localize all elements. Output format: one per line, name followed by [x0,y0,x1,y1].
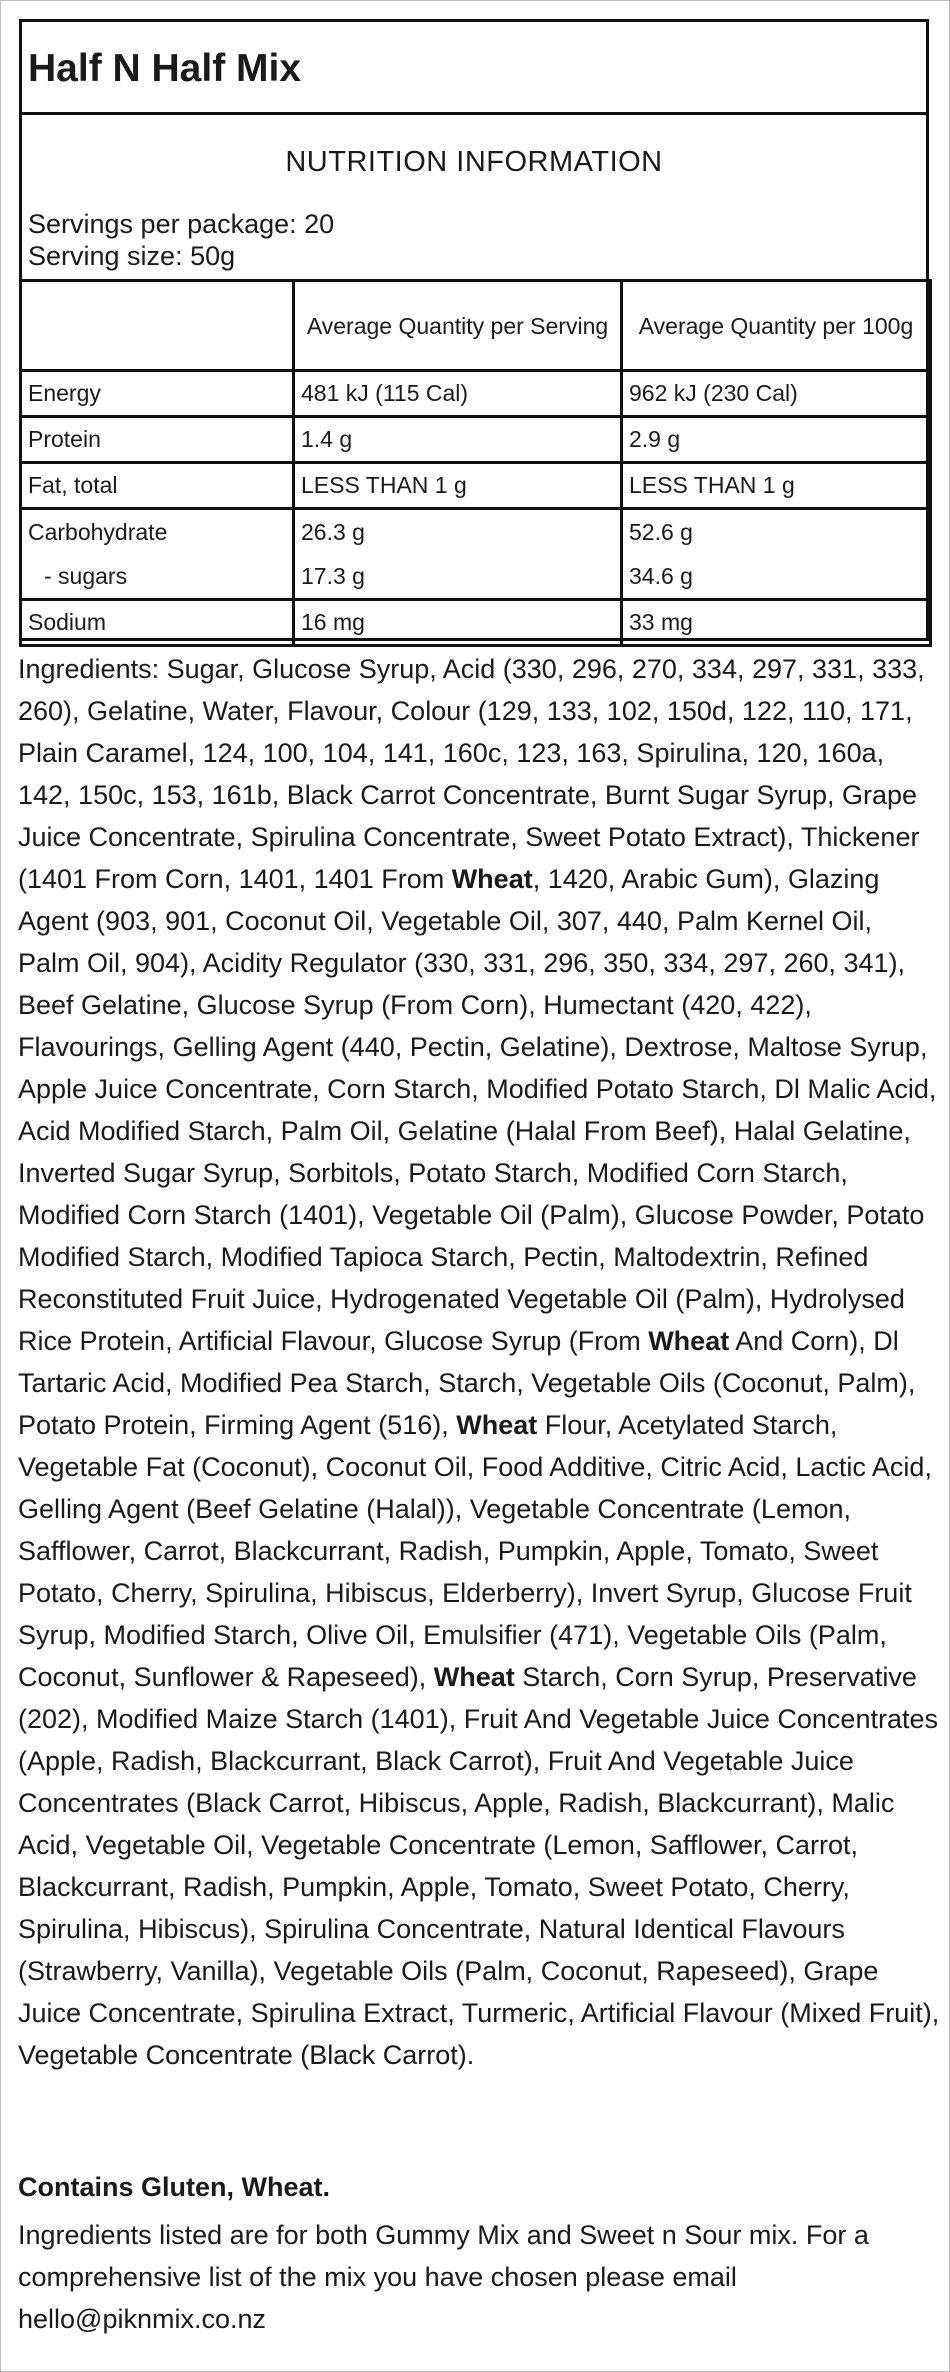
product-title: Half N Half Mix [22,22,926,115]
per-100g-value: 33 mg [622,600,931,646]
nutrient-label: Protein [21,417,294,463]
nutrition-panel [19,19,929,641]
allergen-highlight: Wheat [648,1326,730,1356]
sugars-per-serving-value: 17.3 g [301,563,365,589]
ingredients-text: , 1420, Arabic Gum), Glazing Agent (903, 901, Coconut Oil, Vegetable Oil, 307, 440, Palm Kernel Oil, Palm Oil, 904), Acidity Regulator (330, 331, 296, 350, 334, 297, 260, 341), Beef Gelatine, Glucose Syrup (From Corn), Humectant (420, 422), Flavourings, Gelling Agent (440, Pectin, Gelatine), Dextrose, Maltose Syrup, Apple Juice Concentrate, Corn Starch, Modified Potato Starch, Dl Malic Acid, Acid Modified Starch, Palm Oil, Gelatine (Halal From Beef), Halal Gelatine, Inverted Sugar Syrup, Sorbitols, Potato Starch, Modified Corn Starch, Modified Corn Starch (1401), Vegetable Oil (Palm), Glucose Powder, Potato Modified Starch, Modified Tapioca Starch, Pectin, Maltodextrin, Refined Reconstituted Fruit Juice, Hydrogenated Vegetable Oil (Palm), Hydrolysed Rice Protein, Artificial Flavour, Glucose Syrup (From [18,864,937,1356]
per-100g-value: 52.6 g [629,519,693,545]
allergen-highlight: Wheat [456,1410,538,1440]
per-100g-cell [622,509,931,600]
ingredients-text: Ingredients: Sugar, Glucose Syrup, Acid (330, 296, 270, 334, 297, 331, 333, 260), Gelatine, Water, Flavour, Colour (129, 133, 102, 150d, 122, 110, 171, Plain Caramel, 124, 100, 104, 141, 160c, 123, 163, Spirulina, 120, 160a, 142, 150c, 153, 161b, Black Carrot Concentrate, Burnt Sugar Syrup, Grape Juice Concentrate, Spirulina Concentrate, Sweet Potato Extract), Thickener (1401 From Corn, 1401, 1401 From [18,654,925,894]
nutrient-label: Sodium [21,600,294,646]
table-row-fat [21,463,931,509]
nutrient-label: Fat, total [21,463,294,509]
per-100g-value: 2.9 g [622,417,931,463]
per-serving-cell [294,509,622,600]
header-per-100g: Average Quantity per 100g [622,281,931,371]
nutrient-label: Energy [21,371,294,417]
nutrient-label: Carbohydrate [28,519,168,545]
sugars-per-100g-value: 34.6 g [629,563,693,589]
per-serving-value: 16 mg [294,600,622,646]
per-serving-value: LESS THAN 1 g [294,463,622,509]
nutrition-heading: NUTRITION INFORMATION [285,146,663,178]
per-100g-value: LESS THAN 1 g [622,463,931,509]
per-serving-value: 1.4 g [294,417,622,463]
header-per-serving: Average Quantity per Serving [294,281,622,371]
servings-info [28,208,334,272]
per-100g-value: 962 kJ (230 Cal) [622,371,931,417]
ingredients-text: Flour, Acetylated Starch, Vegetable Fat (Coconut), Coconut Oil, Food Additive, Citric Acid, Lactic Acid, Gelling Agent (Beef Gelatine (Halal)), Vegetable Concentrate (Lemon, Safflower, Carrot, Blackcurrant, Radish, Pumpkin, Apple, Tomato, Sweet Potato, Cherry, Spirulina, Hibiscus, Elderberry), Invert Syrup, Glucose Fruit Syrup, Modified Starch, Olive Oil, Emulsifier (471), Vegetable Oils (Palm, Coconut, Sunflower & Rapeseed), [18,1410,932,1692]
sub-nutrient-label: - sugars [44,563,128,589]
mix-note: Ingredients listed are for both Gummy Mix and Sweet n Sour mix. For a comprehensive list of the mix you have chosen please email hello@piknmix.co.nz [18,2220,869,2334]
header-cell-blank [21,281,294,371]
ingredients-list [18,648,940,2076]
nutrient-label-cell [21,509,294,600]
ingredients-text: Starch, Corn Syrup, Preservative (202), Modified Maize Starch (1401), Fruit And Vegetable Juice Concentrates (Apple, Radish, Blackcurrant, Black Carrot), Fruit And Vegetable Juice Concentrates (Black Carrot, Hibiscus, Apple, Radish, Blackcurrant), Malic Acid, Vegetable Oil, Vegetable Concentrate (Lemon, Safflower, Carrot, Blackcurrant, Radish, Pumpkin, Apple, Tomato, Sweet Potato, Cherry, Spirulina, Hibiscus), Spirulina Concentrate, Natural Identical Flavours (Strawberry, Vanilla), Vegetable Oils (Palm, Coconut, Rapeseed), Grape Juice Concentrate, Spirulina Extract, Turmeric, Artificial Flavour (Mixed Fruit), Vegetable Concentrate (Black Carrot). [18,1662,940,2070]
per-serving-value: 481 kJ (115 Cal) [294,371,622,417]
table-row-energy [21,371,931,417]
table-row-sodium [21,600,931,646]
allergen-highlight: Wheat [451,864,533,894]
allergen-highlight: Wheat [433,1662,515,1692]
table-row-carbohydrate [21,509,931,600]
serving-size: Serving size: 50g [28,241,236,271]
ingredients-text: And Corn), Dl Tartaric Acid, Modified Pea Starch, Starch, Vegetable Oils (Coconut, Palm), Potato Protein, Firming Agent (516), [18,1326,916,1440]
table-row-protein [21,417,931,463]
per-serving-value: 26.3 g [301,519,365,545]
table-header-row [21,281,931,371]
nutrition-table [19,279,932,647]
servings-per-package: Servings per package: 20 [28,209,335,239]
allergen-statement: Contains Gluten, Wheat. [18,2172,331,2202]
